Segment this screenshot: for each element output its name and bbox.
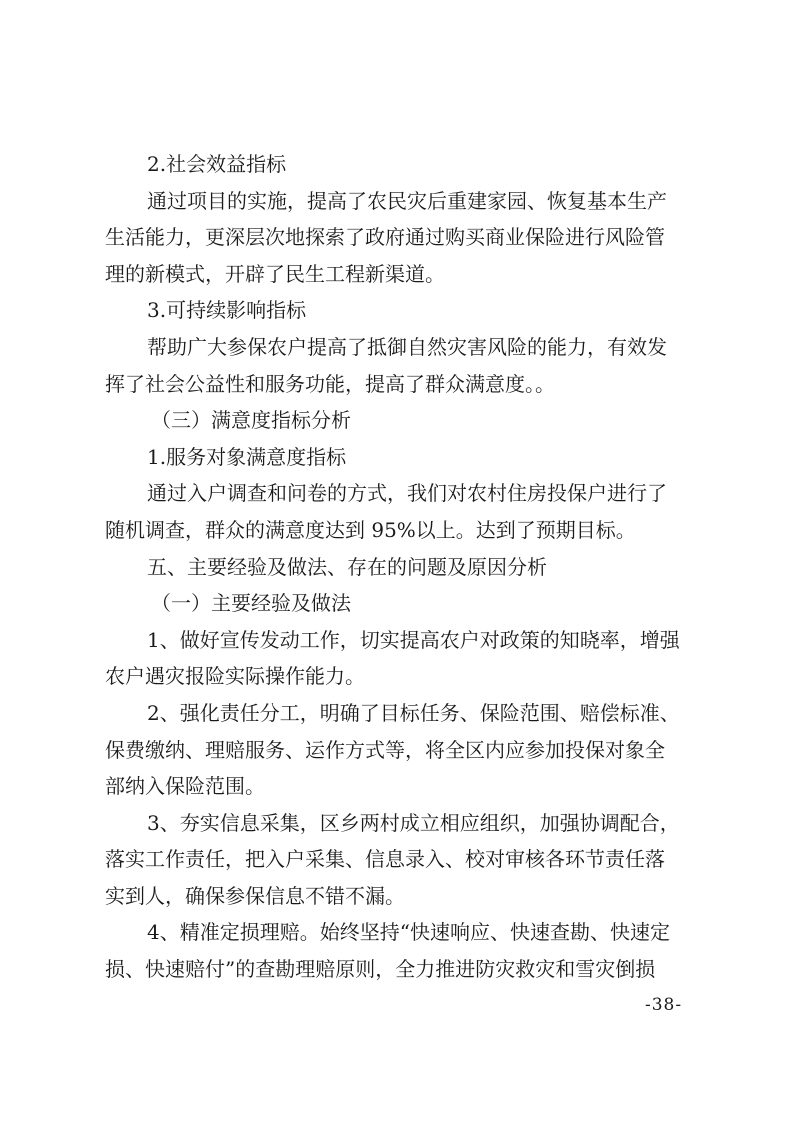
page-number: -38- [645,995,683,1015]
paragraph-line: 理的新模式，开辟了民生工程新渠道。 [105,261,445,286]
list-item-line: 保费缴纳、理赔服务、运作方式等，将全区内应参加投保对象全 [105,737,665,762]
section-heading-main-experience: （一）主要经验及做法 [151,591,351,616]
list-item-line: 2、强化责任分工，明确了目标任务、保险范围、赔偿标准、 [147,700,680,725]
subheading-service-satisfaction: 1.服务对象满意度指标 [147,444,347,469]
list-item-line: 实到人，确保参保信息不错不漏。 [105,883,405,908]
paragraph-line: 通过入户调查和问卷的方式，我们对农村住房投保户进行了 [147,481,667,506]
list-item-line: 3、夯实信息采集，区乡两村成立相应组织，加强协调配合， [147,810,680,835]
list-item-line: 农户遇灾报险实际操作能力。 [105,664,365,689]
paragraph-line: 帮助广大参保农户提高了抵御自然灾害风险的能力，有效发 [147,334,667,359]
section-heading-satisfaction: （三）满意度指标分析 [151,408,351,433]
subheading-social-benefit: 2.社会效益指标 [147,152,287,176]
paragraph-line: 通过项目的实施，提高了农民灾后重建家园、恢复基本生产 [147,188,667,213]
subheading-sustainable-impact: 3.可持续影响指标 [147,298,307,323]
list-item-line: 部纳入保险范围。 [105,774,265,799]
list-item-line: 1、做好宣传发动工作，切实提高农户对政策的知晓率，增强 [147,627,680,652]
paragraph-line: 挥了社会公益性和服务功能，提高了群众满意度。。 [105,371,555,396]
list-item-line: 损、快速赔付”的查勘理赔原则，全力推进防灾救灾和雪灾倒损 [105,957,656,982]
document-body [105,146,693,988]
paragraph-line: 随机调查，群众的满意度达到 95%以上。达到了预期目标。 [105,517,636,542]
paragraph-line: 生活能力，更深层次地探索了政府通过购买商业保险进行风险管 [105,225,665,250]
chapter-heading-experience: 五、主要经验及做法、存在的问题及原因分析 [147,554,547,579]
list-item-line: 4、精准定损理赔。始终坚持“快速响应、快速查勘、快速定 [147,920,670,945]
list-item-line: 落实工作责任，把入户采集、信息录入、校对审核各环节责任落 [105,847,665,872]
